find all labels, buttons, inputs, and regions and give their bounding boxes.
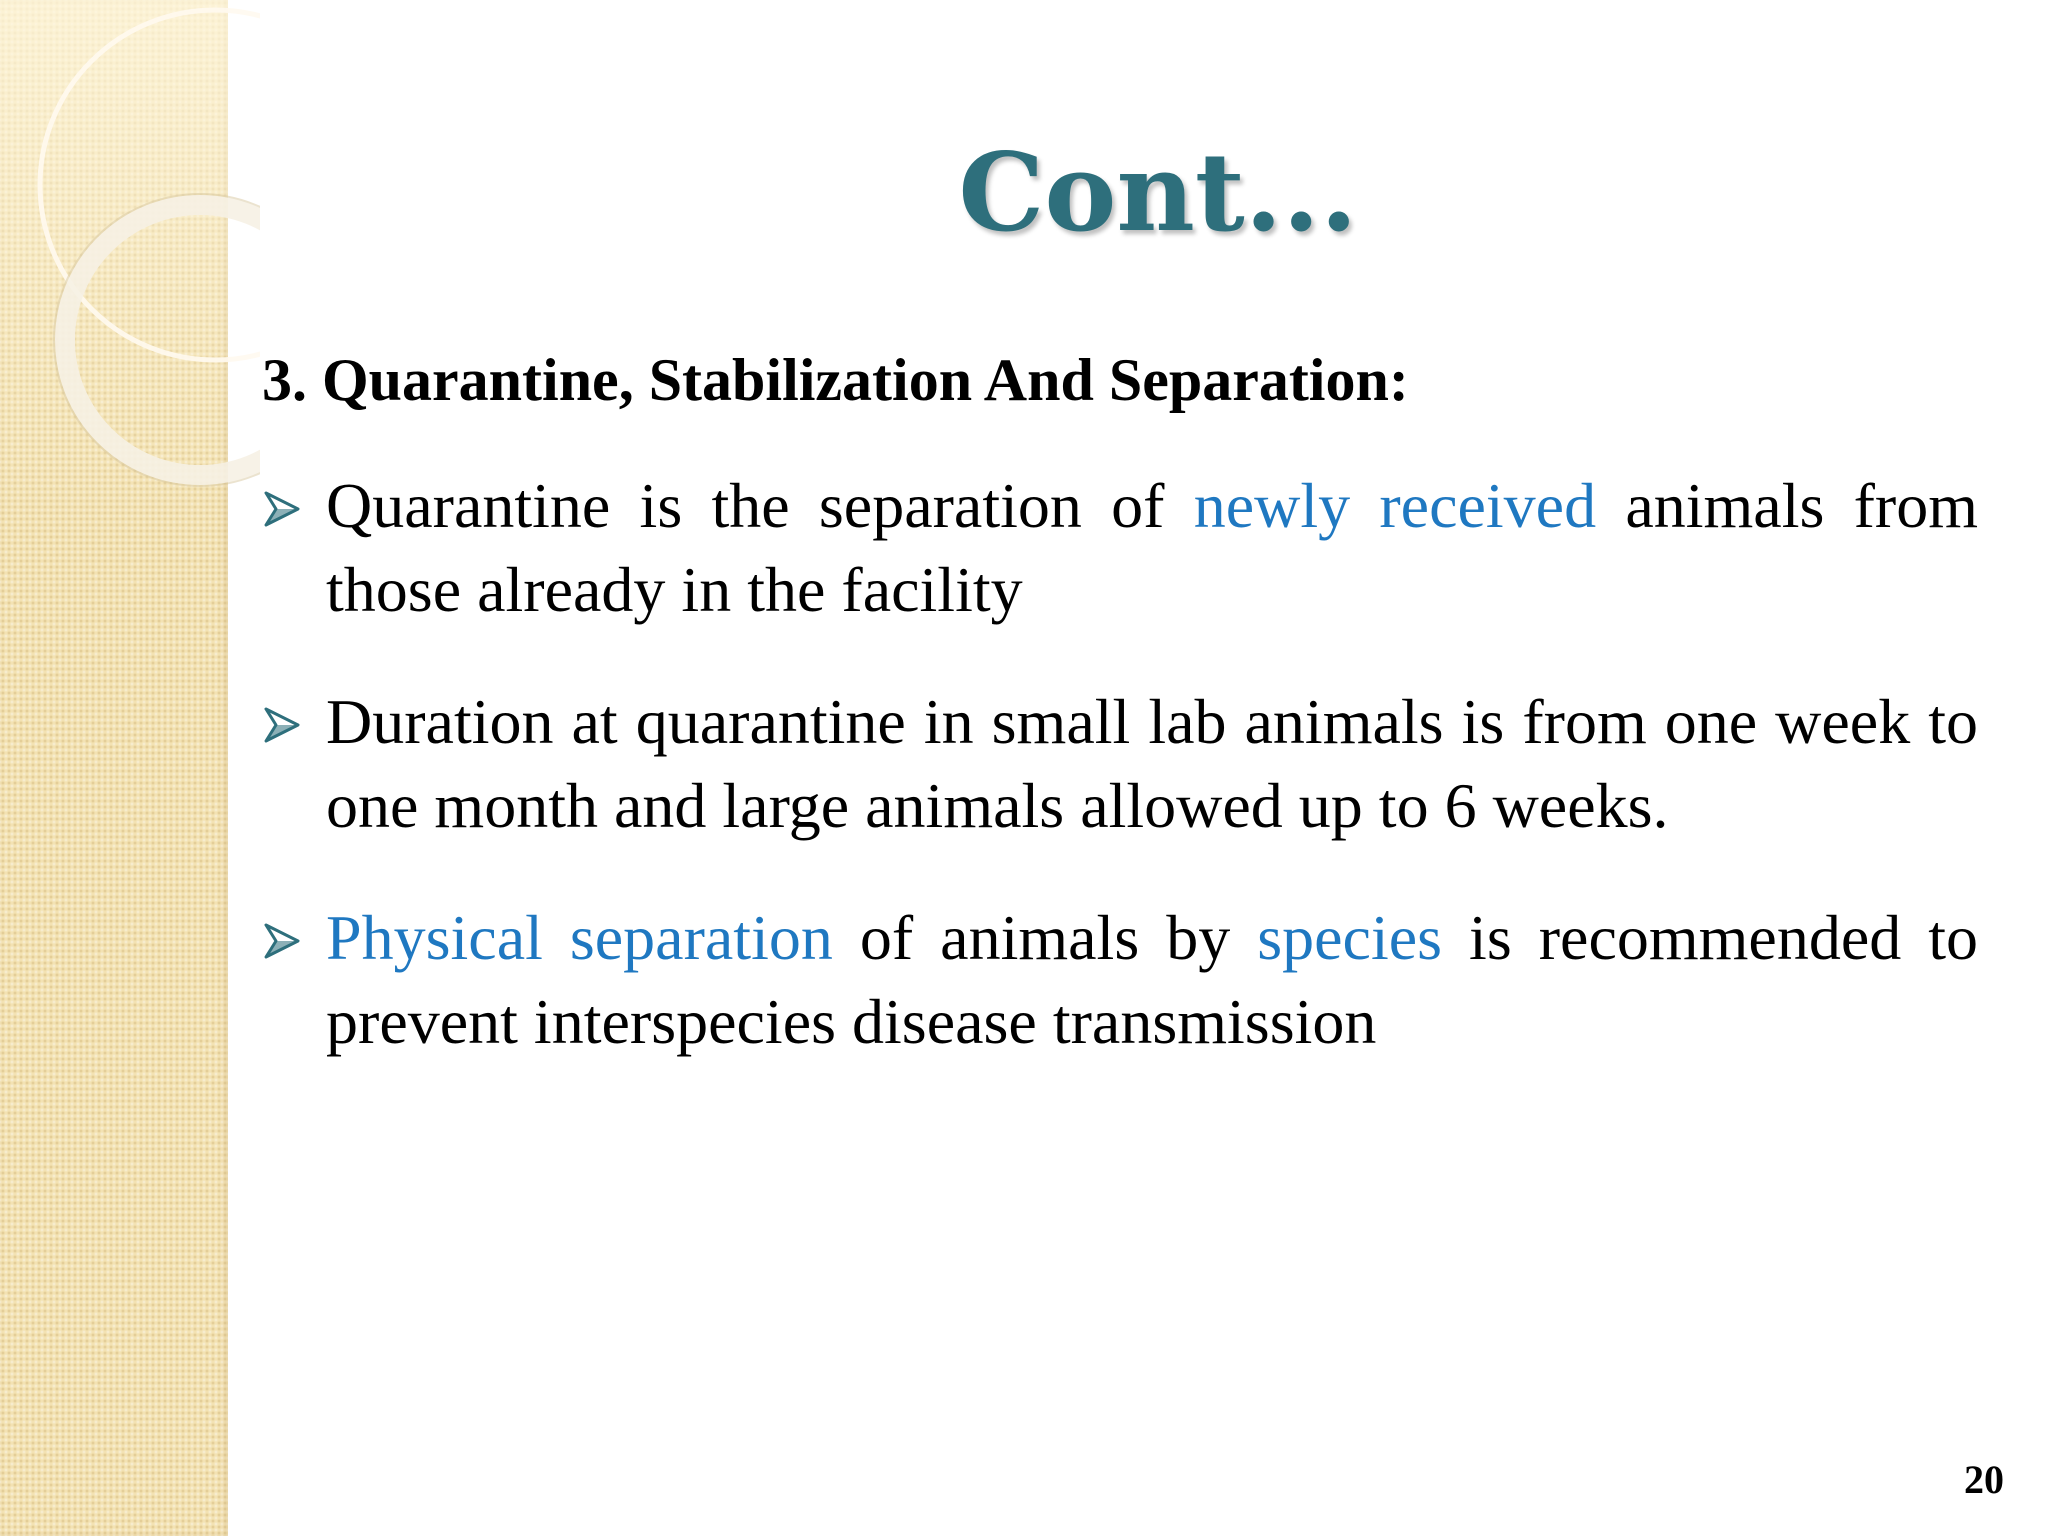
slide-title: Cont...: [958, 130, 1358, 256]
bullet-item: [262, 680, 1978, 848]
highlighted-text: newly received: [1193, 470, 1597, 541]
arrowhead-bullet-icon: [262, 706, 302, 744]
decorative-rings: [0, 0, 260, 520]
bullet-item: [262, 464, 1978, 632]
arrowhead-bullet-icon: [262, 490, 302, 528]
arrowhead-bullet-icon: [262, 922, 302, 960]
page-number: 20: [1964, 1457, 2004, 1502]
bullet-text: Duration at quarantine in small lab animals is from one week to one month and large animals allowed up to 6 weeks.: [326, 686, 1978, 841]
bullet-list: [262, 464, 1978, 1064]
slide-content: [262, 340, 1978, 1112]
highlighted-text: Physical separation: [326, 902, 833, 973]
bullet-text: is recommended to prevent interspecies disease transmission: [326, 902, 1979, 1057]
bullet-text: of animals by: [832, 902, 1258, 973]
highlighted-text: species: [1257, 902, 1443, 973]
bullet-item: [262, 896, 1978, 1064]
section-heading: 3. Quarantine, Stabilization And Separation:: [262, 347, 1409, 413]
bullet-text: animals from those already in the facility: [326, 470, 1979, 625]
bullet-text: Quarantine is the separation of: [326, 470, 1194, 541]
